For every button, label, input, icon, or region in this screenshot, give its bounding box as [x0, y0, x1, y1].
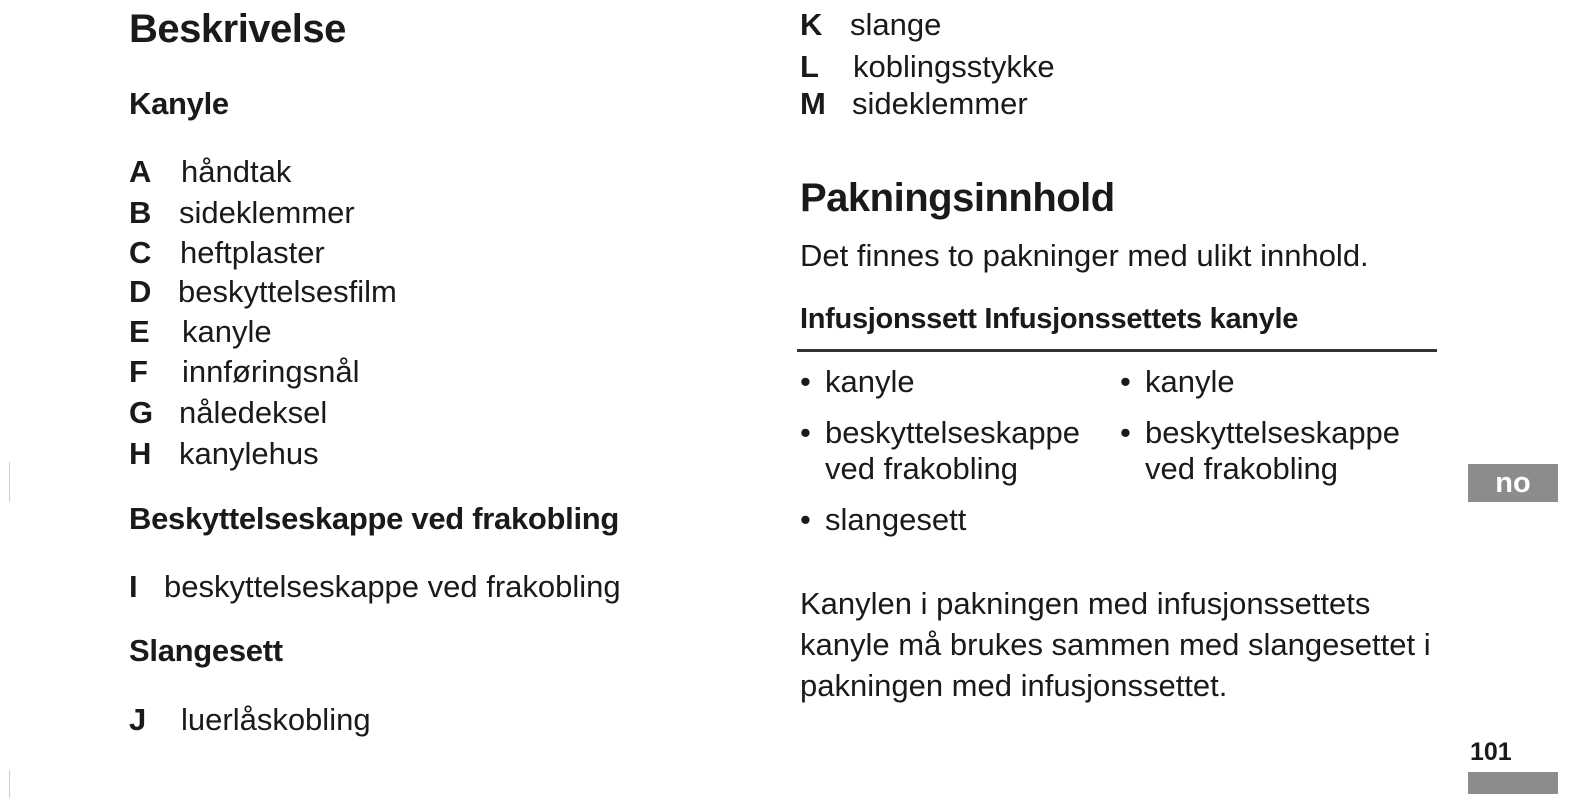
- part-label: kanylehus: [179, 436, 319, 471]
- part-label: håndtak: [181, 154, 292, 189]
- table-divider: [797, 349, 1437, 352]
- part-letter: M: [800, 86, 826, 121]
- bullet-icon: •: [1120, 415, 1131, 450]
- package-contents-title: Pakningsinnhold: [800, 176, 1115, 220]
- description-title: Beskrivelse: [129, 7, 346, 51]
- edge-mark-top: [9, 462, 10, 502]
- part-label: nåledeksel: [179, 395, 328, 430]
- section-heading-tubing-set: Slangesett: [129, 633, 283, 668]
- part-letter: F: [129, 354, 148, 389]
- part-letter: J: [129, 702, 147, 737]
- package-1-item: [800, 415, 1125, 487]
- part-label: heftplaster: [180, 235, 325, 270]
- part-letter: L: [800, 49, 819, 84]
- part-label: slange: [850, 7, 942, 42]
- section-heading-kanyle: Kanyle: [129, 86, 229, 121]
- bullet-icon: •: [800, 364, 811, 399]
- package-item-label: kanyle: [825, 364, 915, 399]
- bullet-icon: •: [1120, 364, 1131, 399]
- package-item-label: beskyttelseskappe ved frakobling: [1145, 415, 1401, 486]
- part-letter: I: [129, 569, 138, 604]
- package-2-item: [1120, 415, 1445, 487]
- section-heading-protection-cap: Beskyttelseskappe ved frakobling: [129, 501, 620, 536]
- part-letter: D: [129, 274, 152, 309]
- part-label: sideklemmer: [179, 195, 355, 230]
- part-label: beskyttelsesfilm: [178, 274, 397, 309]
- part-letter: G: [129, 395, 154, 430]
- part-letter: B: [129, 195, 152, 230]
- package-2-item: [1120, 364, 1445, 400]
- part-letter: E: [129, 314, 150, 349]
- part-letter: K: [800, 7, 823, 42]
- bullet-icon: •: [800, 502, 811, 537]
- part-label: sideklemmer: [852, 86, 1028, 121]
- part-label: luerlåskobling: [181, 702, 371, 737]
- package-intro: Det finnes to pakninger med ulikt innhold.: [800, 238, 1369, 273]
- package-item-label: slangesett: [825, 502, 967, 537]
- page-bar: [1468, 772, 1558, 794]
- package-1-item: [800, 364, 1125, 400]
- package-1-item: [800, 502, 1125, 538]
- edge-mark-bottom: [9, 770, 10, 798]
- part-letter: H: [129, 436, 152, 471]
- closing-paragraph: Kanylen i pakningen med infusjonssettets kanyle må brukes sammen med slangesettet i pakningen med infusjonssettet.: [800, 586, 1431, 703]
- page-number: 101: [1470, 738, 1512, 766]
- package-item-label: kanyle: [1145, 364, 1235, 399]
- part-letter: A: [129, 154, 152, 189]
- language-tab: no: [1468, 464, 1558, 502]
- part-label: beskyttelseskappe ved frakobling: [164, 569, 621, 604]
- package-item-label: beskyttelseskappe ved frakobling: [825, 415, 1081, 486]
- part-letter: C: [129, 235, 152, 270]
- part-label: innføringsnål: [182, 354, 360, 389]
- part-label: koblingsstykke: [853, 49, 1055, 84]
- package-table-heading: Infusjonssett Infusjonssettets kanyle: [800, 303, 1299, 335]
- part-label: kanyle: [182, 314, 272, 349]
- bullet-icon: •: [800, 415, 811, 450]
